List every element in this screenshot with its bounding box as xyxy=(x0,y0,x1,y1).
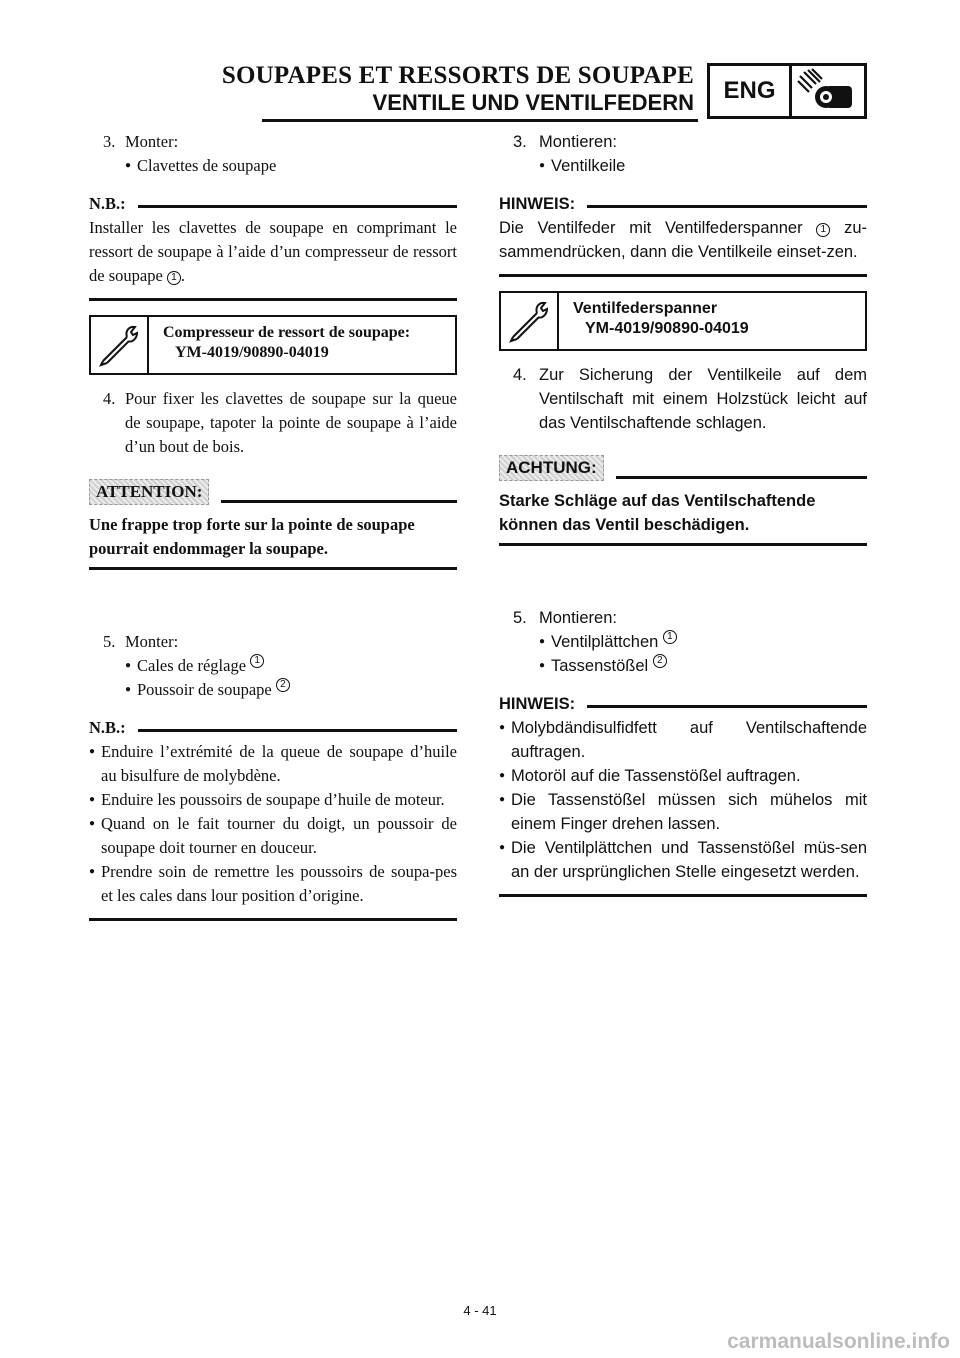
tool-name: Compresseur de ressort de soupape: xyxy=(163,324,411,341)
note-end-rule xyxy=(89,918,457,921)
callout-marker: 1 xyxy=(816,223,830,237)
list-item-text: Ventilplättchen xyxy=(551,633,659,651)
wrench-icon xyxy=(91,317,149,373)
note-body xyxy=(499,216,867,264)
note-label: HINWEIS: xyxy=(499,195,576,213)
bullet-icon: ● xyxy=(89,866,96,877)
step-number: 4. xyxy=(103,389,116,408)
bullet-icon: ● xyxy=(499,842,506,853)
callout-marker: 1 xyxy=(663,630,677,644)
step-text: Zur Sicherung der Ventilkeile auf dem Ventilschaft mit einem Holzstück leicht auf das Ventilschaftende schlagen. xyxy=(539,366,867,432)
list-item xyxy=(499,630,867,654)
list-item xyxy=(499,788,867,836)
list-item xyxy=(499,836,867,884)
step-number: 5. xyxy=(103,632,116,651)
bullet-icon: ● xyxy=(89,746,96,757)
list-item-text: Enduire les poussoirs de soupape d’huile de moteur. xyxy=(101,790,445,809)
bullet-icon: ● xyxy=(499,794,506,805)
caution-header xyxy=(89,479,457,505)
list-item-text: Molybdändisulfidfett auf Ventilschaftende auftragen. xyxy=(511,719,867,761)
note-end-rule xyxy=(89,298,457,301)
step-text: Montieren: xyxy=(539,609,617,627)
list-item-text: Enduire l’extrémité de la queue de soupape d’huile au bisulfure de molybdène. xyxy=(101,742,457,785)
note-rule xyxy=(587,205,867,208)
note-text: Installer les clavettes de soupape en comprimant le ressort de soupape à l’aide d’un compresseur de ressort de soupape xyxy=(89,218,457,285)
list-item xyxy=(499,654,867,678)
header-rule xyxy=(262,119,698,122)
french-column xyxy=(89,130,457,921)
bullet-icon: ● xyxy=(499,722,506,733)
bullet-icon: ● xyxy=(89,818,96,829)
page-number: 4 - 41 xyxy=(463,1303,497,1318)
bullet-icon: ● xyxy=(125,160,132,171)
step-text: Monter: xyxy=(125,632,179,651)
step-number: 5. xyxy=(513,609,527,627)
note-text: Die Ventilfeder mit Ventilfederspanner xyxy=(499,219,803,237)
list-item xyxy=(89,654,457,678)
tool-part-number: YM-4019/90890-04019 xyxy=(585,320,749,337)
list-item-text: Cales de réglage xyxy=(137,656,247,675)
list-item xyxy=(89,740,457,788)
note-body: Installer les clavettes de soupape en comprimant le ressort de soupape à l’aide d’un compresseur de ressort de soupape 1 . xyxy=(89,218,457,285)
bullet-icon: ● xyxy=(499,770,506,781)
page-title-french: SOUPAPES ET RESSORTS DE SOUPAPE xyxy=(221,62,694,89)
note-rule xyxy=(138,205,457,208)
list-item-text: Motoröl auf die Tassenstößel auftragen. xyxy=(511,767,801,785)
step-text: Montieren: xyxy=(539,133,617,151)
special-tool-box xyxy=(499,291,867,351)
step-5 xyxy=(499,606,867,630)
caution-text: Une frappe trop forte sur la pointe de soupape pourrait endommager la soupape. xyxy=(89,515,415,558)
callout-marker: 1 xyxy=(167,271,181,285)
callout-marker: 2 xyxy=(653,654,667,668)
caution-end-rule xyxy=(499,543,867,546)
step-4 xyxy=(89,387,457,459)
bullet-icon: ● xyxy=(539,160,546,171)
step-3 xyxy=(499,130,867,154)
tool-info xyxy=(559,293,749,349)
step-text: Monter: xyxy=(125,132,179,151)
list-item-text: Die Tassenstößel müssen sich mühelos mit einem Finger drehen lassen. xyxy=(511,791,867,833)
caution-rule xyxy=(616,476,867,479)
list-item xyxy=(89,788,457,812)
list-item xyxy=(89,678,457,702)
note-header xyxy=(89,716,457,740)
list-item-text: Clavettes de soupape xyxy=(137,156,277,175)
caution-header xyxy=(499,455,867,481)
caution-rule xyxy=(221,500,457,503)
note-label: HINWEIS: xyxy=(499,695,576,713)
section-badge xyxy=(707,63,867,119)
tool-part-number: YM-4019/90890-04019 xyxy=(175,344,329,361)
list-item-text: Tassenstößel xyxy=(551,657,649,675)
step-number: 3. xyxy=(103,132,116,151)
note-rule xyxy=(587,705,867,708)
step-text: Pour fixer les clavettes de soupape sur la queue de soupape, tapoter la pointe de soupape à l’aide d’un bout de bois. xyxy=(125,389,457,456)
list-item-text: Die Ventilplättchen und Tassenstößel müs-sen an der ursprünglichen Stelle eingesetzt werden. xyxy=(511,839,867,881)
list-item xyxy=(499,764,867,788)
step-3 xyxy=(89,130,457,154)
step-number: 4. xyxy=(513,366,527,384)
list-item xyxy=(89,812,457,860)
step-number: 3. xyxy=(513,133,527,151)
wrench-icon xyxy=(501,293,559,349)
caution-label: ACHTUNG: xyxy=(499,455,604,481)
section-label: ENG xyxy=(710,66,792,116)
bullet-icon: ● xyxy=(89,794,96,805)
step-4 xyxy=(499,363,867,435)
note-label: N.B.: xyxy=(89,194,126,213)
page-title-german: VENTILE UND VENTILFEDERN xyxy=(372,90,694,115)
watermark: carmanualsonline.info xyxy=(727,1330,950,1353)
tool-name: Ventilfederspanner xyxy=(573,300,718,317)
list-item xyxy=(89,154,457,178)
list-item-text: Poussoir de soupape xyxy=(137,680,272,699)
note-end-rule xyxy=(499,274,867,277)
bullet-icon: ● xyxy=(539,636,546,647)
caution-label: ATTENTION: xyxy=(89,479,209,505)
step-5 xyxy=(89,630,457,654)
bullet-icon: ● xyxy=(125,660,132,671)
page-header xyxy=(222,62,694,116)
special-tool-box xyxy=(89,315,457,375)
note-header xyxy=(499,692,867,716)
callout-marker: 1 xyxy=(250,654,264,668)
callout-marker: 2 xyxy=(276,678,290,692)
german-column xyxy=(499,130,867,897)
note-end-rule xyxy=(499,894,867,897)
note-header xyxy=(499,192,867,216)
list-item-text: Ventilkeile xyxy=(551,157,626,175)
caution-end-rule xyxy=(89,567,457,570)
tool-info xyxy=(149,317,410,373)
list-item-text: Quand on le fait tourner du doigt, un poussoir de soupape doit tourner en douceur. xyxy=(101,814,457,857)
bullet-icon: ● xyxy=(539,660,546,671)
bullet-icon: ● xyxy=(125,684,132,695)
engine-icon xyxy=(792,66,864,116)
note-rule xyxy=(138,729,457,732)
caution-text: Starke Schläge auf das Ventilschaftende können das Ventil beschädigen. xyxy=(499,492,816,534)
list-item-text: Prendre soin de remettre les poussoirs de soupa-pes et les cales dans lour position d’origine. xyxy=(101,862,457,905)
note-label: N.B.: xyxy=(89,718,126,737)
list-item xyxy=(499,154,867,178)
list-item xyxy=(499,716,867,764)
list-item xyxy=(89,860,457,908)
note-header xyxy=(89,192,457,216)
note-text: zu-sammendrücken, dann die Ventilkeile einset-zen. xyxy=(499,219,867,261)
